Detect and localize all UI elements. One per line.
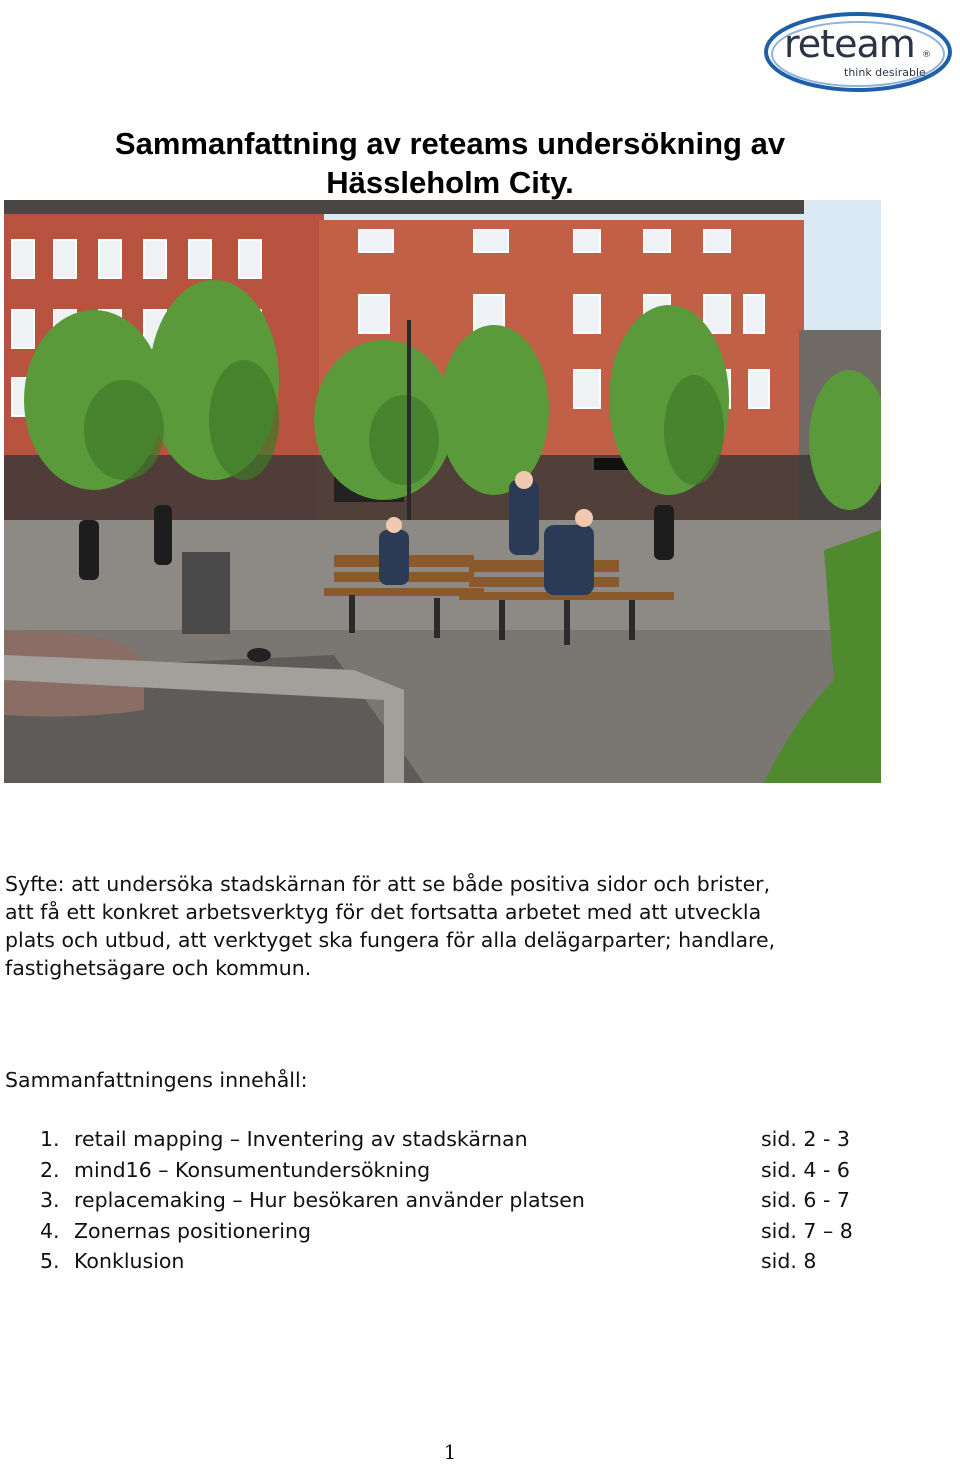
purpose-line-3: plats och utbud, att verktyget ska fungera för alla delägarparter; handlare, [5, 928, 776, 952]
document-title [0, 124, 900, 202]
toc-item-number: 4. [40, 1218, 60, 1243]
toc-item-pages: sid. 4 - 6 [761, 1157, 850, 1182]
toc-item-label: mind16 – Konsumentundersökning [74, 1157, 431, 1182]
page-number: 1 [443, 1440, 457, 1464]
purpose-line-2: att få ett konkret arbetsverktyg för det fortsatta arbetet med att utveckla [5, 900, 762, 924]
title-line-2: Hässleholm City. [326, 165, 574, 200]
toc-item [40, 1124, 900, 1155]
toc-item-label: replacemaking – Hur besökaren använder platsen [74, 1188, 585, 1212]
toc-item-pages: sid. 7 – 8 [761, 1218, 853, 1243]
reteam-logo [762, 10, 954, 94]
purpose-line-4: fastighetsägare och kommun. [5, 956, 312, 980]
toc-item-number: 2. [40, 1157, 60, 1182]
toc-item-pages: sid. 2 - 3 [761, 1127, 850, 1151]
toc-item [40, 1155, 900, 1186]
toc-item-number: 1. [40, 1127, 60, 1151]
purpose-paragraph [5, 870, 905, 982]
title-line-1: Sammanfattning av reteams undersökning av [114, 126, 786, 161]
toc-item-label: Konklusion [74, 1249, 185, 1273]
town-square-photo [4, 200, 881, 783]
toc-item-pages: sid. 6 - 7 [761, 1188, 850, 1212]
toc-item-label: retail mapping – Inventering av stadskärnan [74, 1127, 528, 1151]
toc-item-pages: sid. 8 [761, 1249, 817, 1273]
toc-item [40, 1185, 900, 1216]
table-of-contents [40, 1124, 900, 1277]
toc-item-number: 5. [40, 1249, 60, 1273]
toc-item [40, 1246, 900, 1277]
logo-wordmark: reteam [784, 22, 915, 66]
logo-registered-mark: ® [922, 50, 931, 60]
toc-heading: Sammanfattningens innehåll: [5, 1068, 308, 1092]
purpose-line-1: Syfte: att undersöka stadskärnan för att se både positiva sidor och brister, [5, 872, 771, 896]
logo-tagline: think desirable [844, 66, 926, 79]
toc-item [40, 1216, 900, 1247]
toc-item-label: Zonernas positionering [74, 1218, 311, 1243]
toc-item-number: 3. [40, 1188, 60, 1212]
